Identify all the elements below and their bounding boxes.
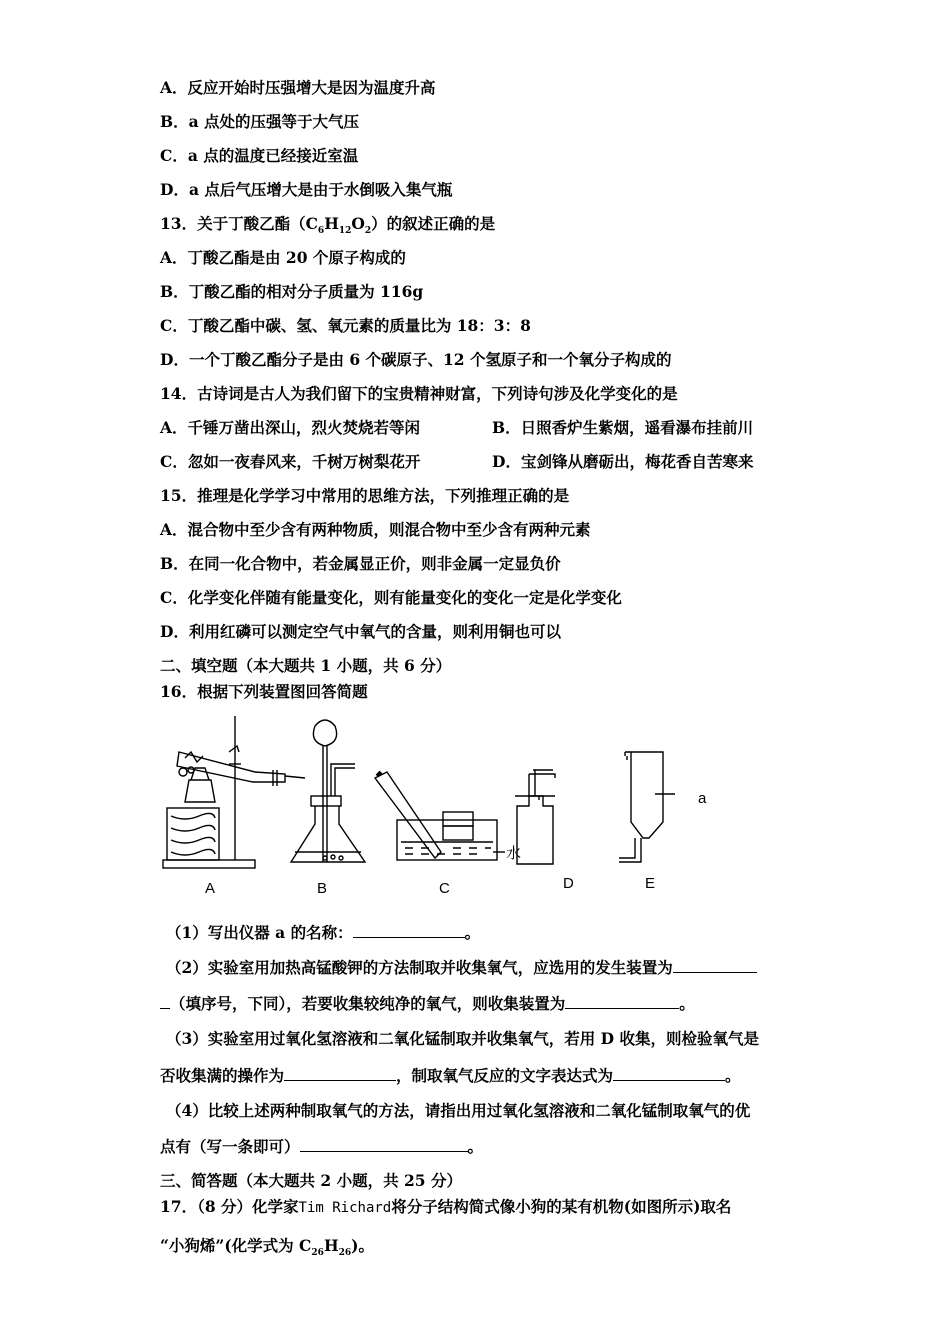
q16-stem: 16．根据下列装置图回答简题	[160, 682, 368, 701]
q16-p2-blank-1-cont[interactable]	[160, 994, 170, 1009]
q17-line2-pre: “小狗烯”(化学式为 C	[160, 1236, 312, 1255]
q17-line2-post: )。	[351, 1236, 374, 1255]
q16-p4b-text: 点有（写一条即可）	[160, 1137, 300, 1156]
q12-option-b: B．a 点处的压强等于大气压	[160, 112, 360, 131]
q13-sub-2: 2	[364, 226, 372, 237]
q13-option-d: D．一个丁酸乙酯分子是由 6 个碳原子、12 个氢原子和一个氧分子构成的	[160, 350, 672, 369]
q17-chemist-name: Tim Richard	[298, 1200, 392, 1216]
q16-part-3-line1: （3）实验室用过氧化氢溶液和二氧化锰制取并收集氧气，若用 D 收集，则检验氧气是	[166, 1029, 760, 1048]
q14-option-d: D．宝剑锋从磨砺出，梅花香自苦寒来	[492, 452, 754, 471]
apparatus-figure	[155, 712, 755, 902]
figure-label-e: E	[645, 875, 656, 892]
q16-p1-text: （1）写出仪器 a 的名称：	[166, 923, 353, 942]
figure-label-instrument-a: a	[698, 790, 707, 807]
q14-stem: 14．古诗词是古人为我们留下的宝贵精神财富，下列诗句涉及化学变化的是	[160, 384, 678, 403]
q16-p3b-text: 否收集满的操作为	[160, 1066, 285, 1085]
q16-p3-end: 。	[725, 1066, 741, 1085]
q16-part-1	[166, 923, 480, 943]
q16-p3c-text: ，制取氧气反应的文字表达式为	[396, 1066, 614, 1085]
q16-part-2-line1	[166, 958, 757, 978]
q16-part-4-line2	[160, 1137, 483, 1157]
q16-p2b-text: （填序号，下同），若要收集较纯净的氧气，则收集装置为	[170, 994, 566, 1013]
q13-option-a: A．丁酸乙酯是由 20 个原子构成的	[160, 248, 406, 267]
apparatus-c	[375, 772, 505, 860]
q16-p4-end: 。	[467, 1137, 484, 1156]
q16-p2-blank-2[interactable]	[565, 994, 679, 1009]
q16-p1-end: 。	[464, 923, 481, 942]
q17-post: 将分子结构简式像小狗的某有机物(如图所示)取名	[391, 1197, 732, 1216]
section-3-heading: 三、简答题（本大题共 2 小题，共 25 分）	[160, 1171, 462, 1190]
q14-option-a: A．千锤万凿出深山，烈火焚烧若等闲	[160, 418, 421, 437]
q16-p1-answer-blank[interactable]	[353, 923, 465, 938]
q15-option-a: A．混合物中至少含有两种物质，则混合物中至少含有两种元素	[160, 520, 591, 539]
figure-label-c: C	[439, 880, 450, 897]
q13-sub-12: 12	[338, 226, 352, 237]
q12-option-a: A．反应开始时压强增大是因为温度升高	[160, 78, 436, 97]
q13-sub-6: 6	[317, 226, 325, 237]
q13-option-b: B．丁酸乙酯的相对分子质量为 116g	[160, 282, 424, 301]
q17-pre: 17．（8 分）化学家	[160, 1197, 299, 1216]
q14-option-c: C．忽如一夜春风来，千树万树梨花开	[160, 452, 421, 471]
q15-option-c: C．化学变化伴随有能量变化，则有能量变化的变化一定是化学变化	[160, 588, 622, 607]
q15-stem: 15．推理是化学学习中常用的思维方法，下列推理正确的是	[160, 486, 570, 505]
q16-p2a-text: （2）实验室用加热高锰酸钾的方法制取并收集氧气，应选用的发生装置为	[166, 958, 673, 977]
q13-h: H	[324, 214, 339, 233]
q16-part-3-line2	[160, 1066, 741, 1086]
q16-part-2-line2	[160, 994, 695, 1014]
figure-label-water: 水	[506, 845, 522, 862]
q17-line1	[160, 1197, 731, 1218]
q13-stem	[160, 214, 495, 241]
section-2-heading: 二、填空题（本大题共 1 小题，共 6 分）	[160, 656, 452, 675]
q12-option-c: C．a 点的温度已经接近室温	[160, 146, 359, 165]
q17-sub-c: 26	[311, 1248, 324, 1259]
q16-p3-blank-1[interactable]	[284, 1066, 396, 1081]
q13-stem-pre: 13．关于丁酸乙酯（C	[160, 214, 318, 233]
q17-line2	[160, 1236, 374, 1263]
figure-label-a: A	[205, 880, 216, 897]
q15-option-b: B．在同一化合物中，若金属显正价，则非金属一定显负价	[160, 554, 561, 573]
apparatus-a	[163, 716, 305, 868]
q16-p2-end: 。	[679, 994, 695, 1013]
q17-sub-h: 26	[338, 1248, 352, 1259]
q15-option-d: D．利用红磷可以测定空气中氧气的含量，则利用铜也可以	[160, 622, 561, 641]
figure-label-d: D	[563, 875, 574, 892]
q16-p3-blank-2[interactable]	[613, 1066, 725, 1081]
q17-h: H	[323, 1236, 339, 1255]
q16-p4-blank[interactable]	[300, 1137, 468, 1152]
q16-part-4-line1: （4）比较上述两种制取氧气的方法，请指出用过氧化氢溶液和二氧化锰制取氧气的优	[166, 1101, 751, 1120]
apparatus-b	[291, 720, 365, 862]
q12-option-d: D．a 点后气压增大是由于水倒吸入集气瓶	[160, 180, 453, 199]
figure-label-b: B	[317, 880, 328, 897]
q13-stem-post: ）的叙述正确的是	[371, 214, 496, 233]
q14-option-b: B．日照香炉生紫烟，遥看瀑布挂前川	[492, 418, 754, 437]
q13-o: O	[351, 214, 365, 233]
apparatus-e	[619, 752, 675, 862]
q13-option-c: C．丁酸乙酯中碳、氢、氧元素的质量比为 18：3：8	[160, 316, 531, 335]
q16-p2-blank-1[interactable]	[673, 958, 757, 973]
